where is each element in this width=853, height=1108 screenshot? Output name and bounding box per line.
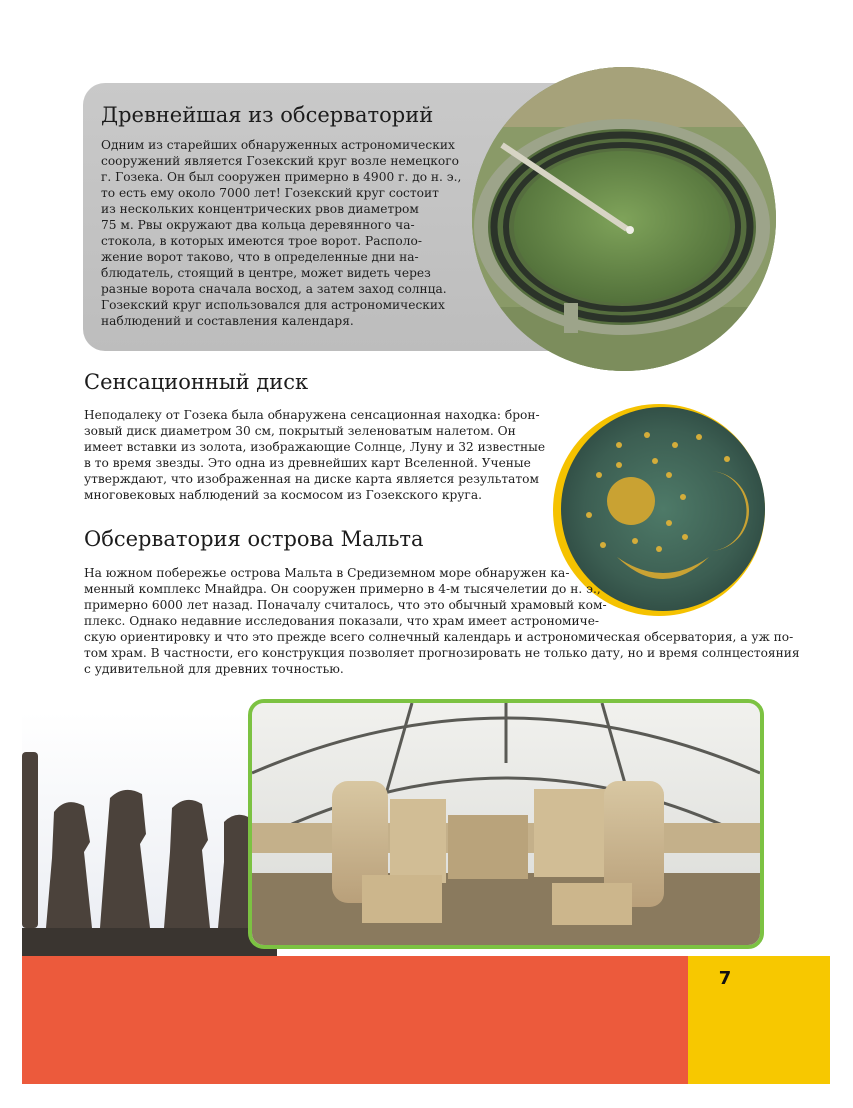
text-line: многовековых наблюдений за космосом из Гозекского круга. [84, 488, 482, 502]
text-line: том храм. В частности, его конструкция позволяет прогнозировать не только дату, но и время солнцестояния [84, 646, 800, 660]
page-number: 7 [718, 968, 732, 989]
text-line: с удивительной для древних точностью. [84, 662, 344, 676]
text-line: На южном побережье острова Мальта в Средиземном море обнаружен ка- [84, 566, 570, 580]
text-line: скую ориентировку и что это прежде всего солнечный календарь и астрономическая обсерватория, а уж по- [84, 630, 794, 644]
moai-statues-image [22, 712, 277, 958]
text-line: в то время звезды. Это одна из древнейших карт Вселенной. Ученые [84, 456, 531, 470]
text-line: зовый диск диаметром 30 см, покрытый зеленоватым налетом. Он [84, 424, 516, 438]
text-line: разные ворота сначала восход, а затем заход солнца. [101, 282, 447, 296]
paragraph-malta [84, 565, 800, 677]
text-line: г. Гозека. Он был сооружен примерно в 4900 г. до н. э., [101, 170, 462, 184]
text-line: менный комплекс Мнайдра. Он сооружен примерно в 4-м тысячелетии до н. э., [84, 582, 601, 596]
text-line: стокола, в которых имеются трое ворот. Располо- [101, 234, 422, 248]
text-line: блюдатель, стоящий в центре, может видеть через [101, 266, 431, 280]
text-line: наблюдений и составления календаря. [101, 314, 354, 328]
text-line: Гозекский круг использовался для астрономических [101, 298, 445, 312]
goseck-circle-aerial-image [472, 67, 776, 371]
section-title-gosek: Древнейшая из обсерваторий [101, 103, 434, 127]
text-line: жение ворот таково, что в определенные дни на- [101, 250, 419, 264]
text-line: плекс. Однако недавние исследования показали, что храм имеет астрономиче- [84, 614, 600, 628]
paragraph-gosek [101, 137, 479, 329]
text-line: имеет вставки из золота, изображающие Солнце, Луну и 32 известные [84, 440, 546, 454]
text-line: утверждают, что изображенная на диске карта является результатом [84, 472, 539, 486]
text-line: из нескольких концентрических рвов диаметром [101, 202, 419, 216]
text-line: примерно 6000 лет назад. Поначалу считалось, что это обычный храмовый ком- [84, 598, 607, 612]
text-line: Неподалеку от Гозека была обнаружена сенсационная находка: брон- [84, 408, 540, 422]
section-title-disk: Сенсационный диск [84, 370, 309, 394]
footer-bar [22, 956, 688, 1084]
paragraph-disk [84, 407, 546, 503]
text-line: сооружений является Гозекский круг возле немецкого [101, 154, 459, 168]
section-title-malta: Обсерватория острова Мальта [84, 527, 424, 551]
text-line: 75 м. Рвы окружают два кольца деревянного ча- [101, 218, 415, 232]
text-line: то есть ему около 7000 лет! Гозекский круг состоит [101, 186, 439, 200]
text-line: Одним из старейших обнаруженных астрономических [101, 138, 455, 152]
mnajdra-temple-image [248, 699, 764, 949]
